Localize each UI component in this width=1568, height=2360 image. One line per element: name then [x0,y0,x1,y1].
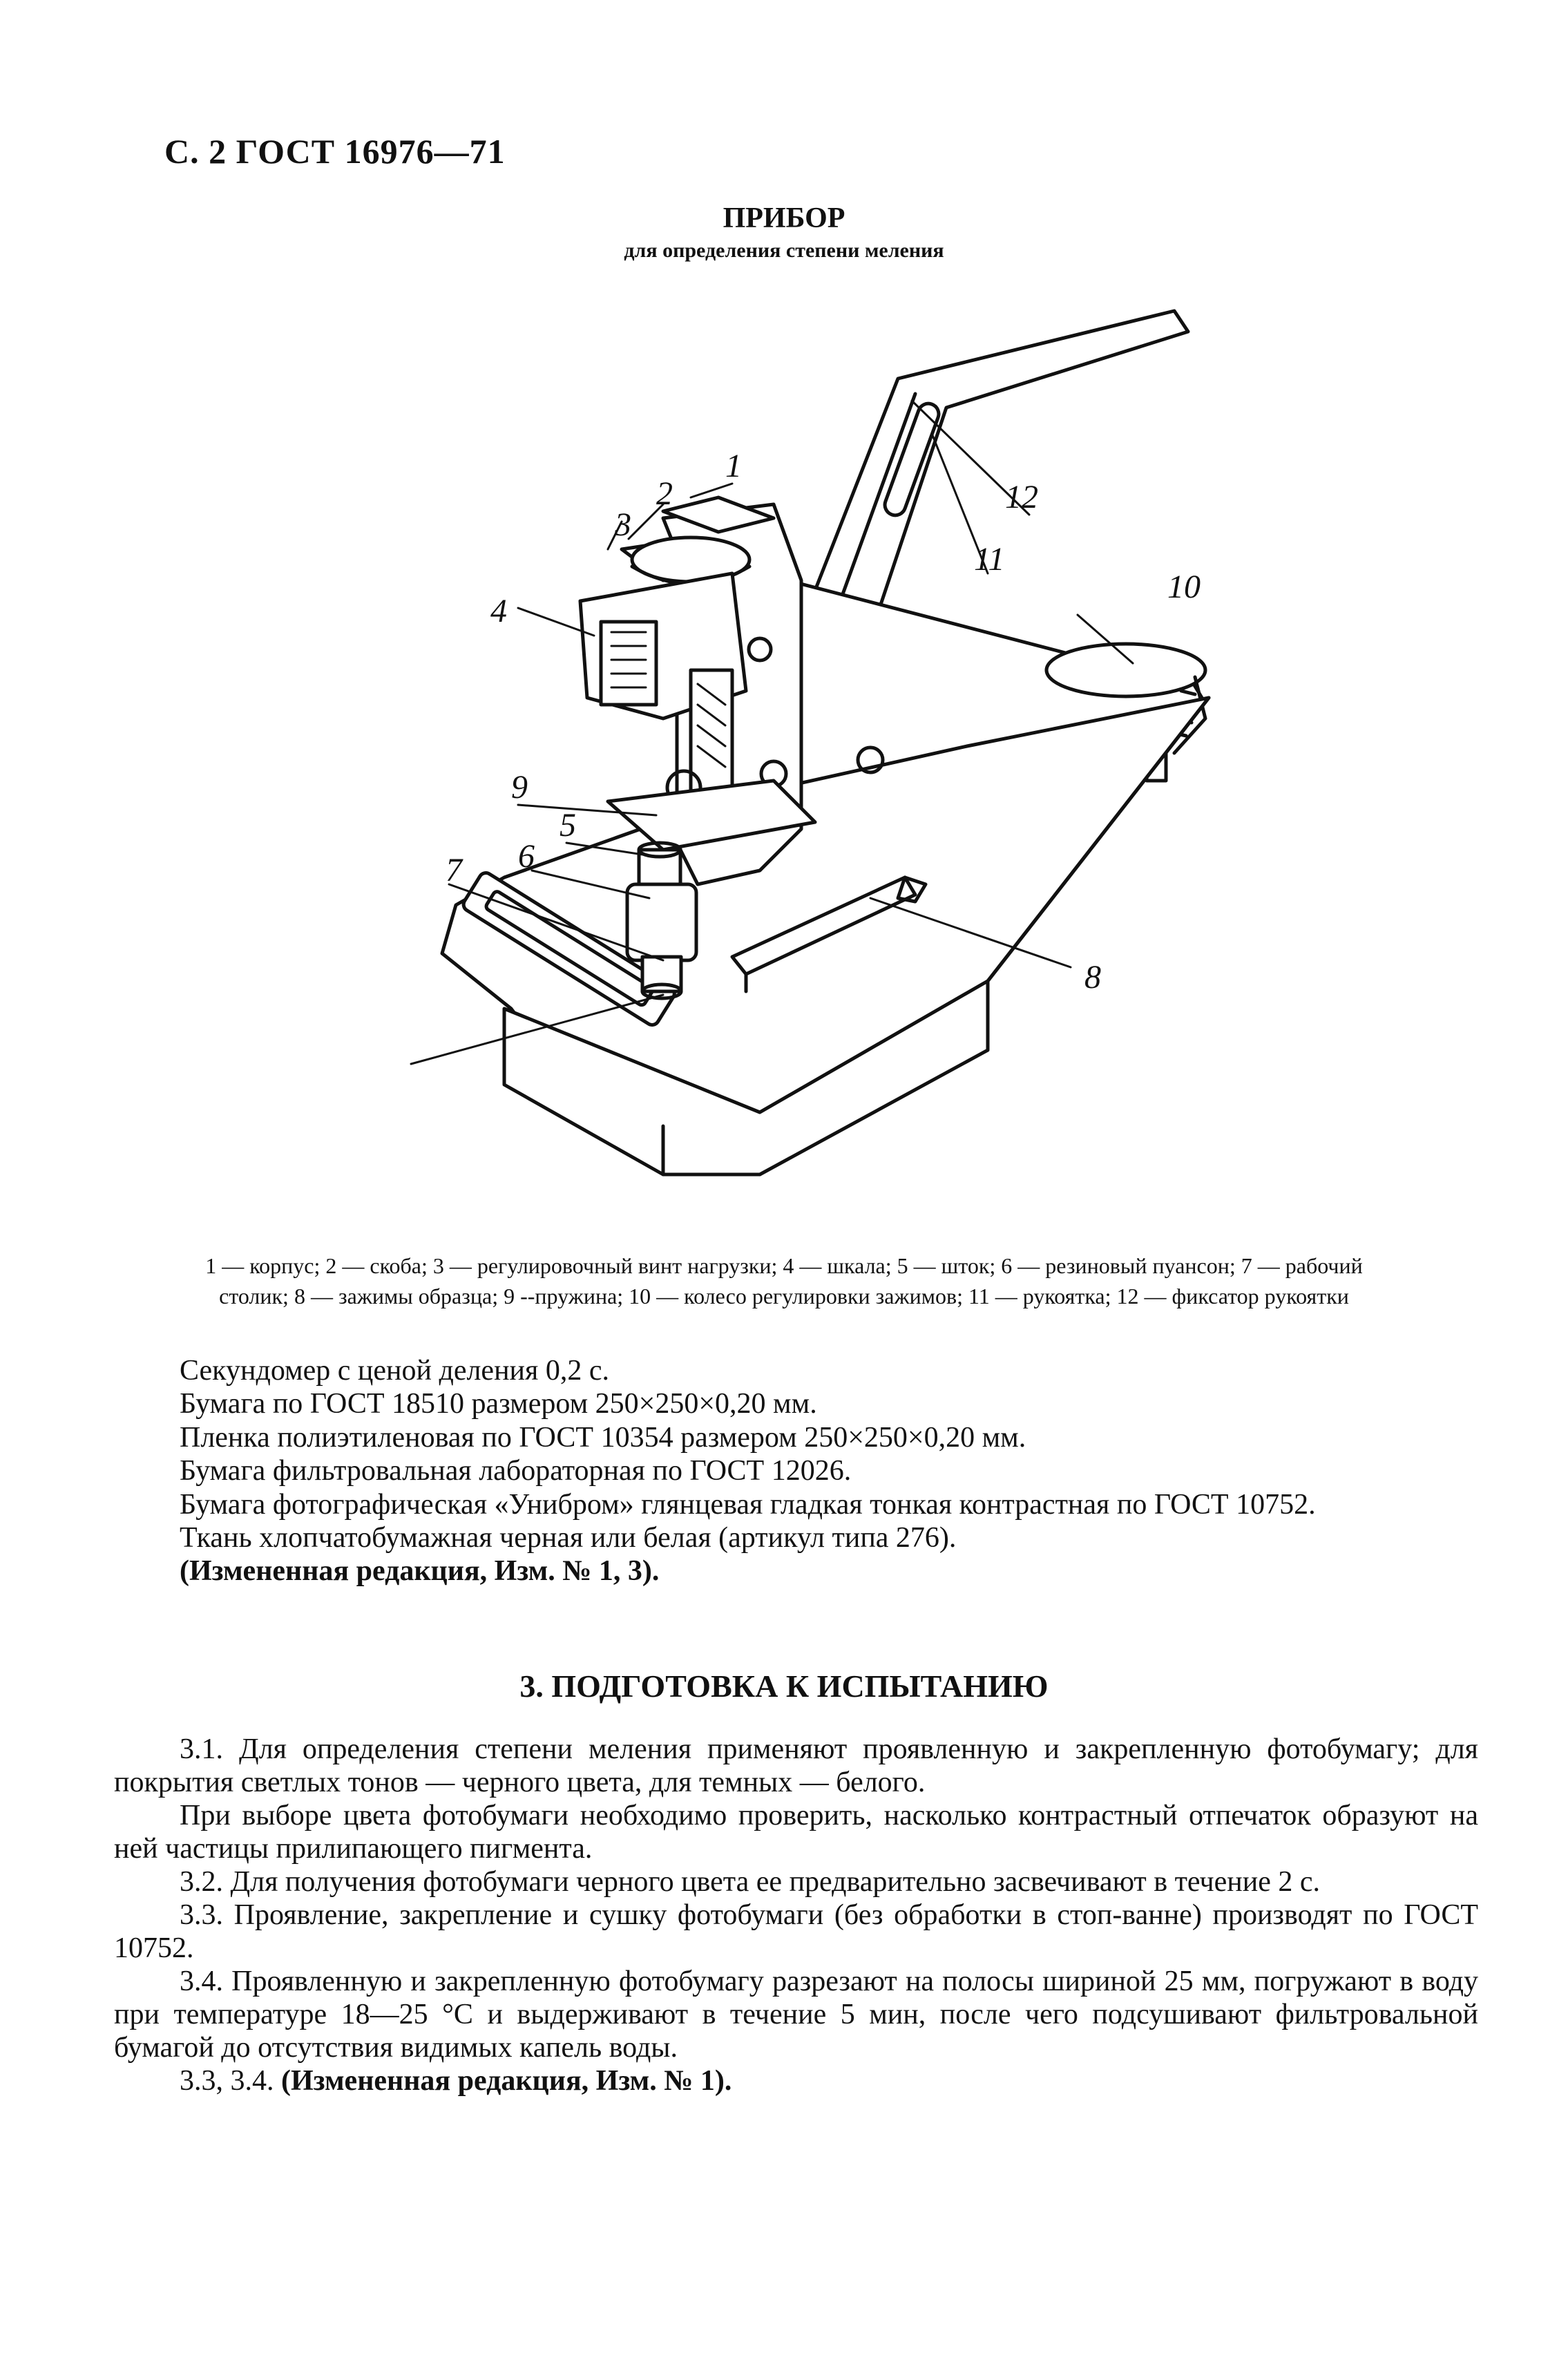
caption-line: 1 — корпус; 2 — скоба; 3 — регулировочный винт нагрузки; 4 — шкала; 5 — шток; 6 — резиновый пуансон; 7 — рабочий [205,1253,1363,1278]
section-title: 3. ПОДГОТОВКА К ИСПЫТАНИЮ [519,1668,1049,1704]
figure-title: ПРИБОР [723,202,845,234]
final-note: (Измененная редакция, Изм. № 1). [281,2065,732,2097]
final-note-prefix: 3.3, 3.4. [180,2065,274,2097]
page-header: С. 2 ГОСТ 16976—71 [164,132,506,171]
device-drawing [276,276,1257,1223]
callout-12: 12 [1005,479,1038,515]
materials-list [114,1354,1544,1588]
callout-4: 4 [490,593,507,629]
callout-7: 7 [446,852,462,888]
material-item: Секундомер с ценой деления 0,2 с. [180,1355,609,1387]
paragraph-3-2: 3.2. Для получения фотобумаги черного цвета ее предварительно засвечивают в течение 2 с. [180,1866,1321,1898]
handle-drawing [808,311,1188,636]
paragraph-3-3: 3.3. Проявление, закрепление и сушку фотобумаги (без обработки в стоп-ванне) производят по ГОСТ 10752. [114,1899,1478,1964]
callout-3: 3 [615,506,631,543]
callout-8: 8 [1084,959,1101,996]
paragraph-3-1: 3.1. Для определения степени меления применяют проявленную и закрепленную фотобумагу; для покрытия светлых тонов — черного цвета, для темных — белого. [114,1733,1478,1798]
caption-line: столик; 8 — зажимы образца; 9 --пружина; 10 — колесо регулировки зажимов; 11 — рукоятка; 12 — фиксатор рукоятки [219,1284,1349,1309]
material-item: Пленка полиэтиленовая по ГОСТ 10354 размером 250×250×0,20 мм. [180,1421,1026,1454]
revision-note: (Измененная редакция, Изм. № 1, 3). [180,1555,660,1588]
material-item: Ткань хлопчатобумажная черная или белая (артикул типа 276). [180,1521,957,1554]
callout-1: 1 [725,448,742,484]
material-item: Бумага фильтровальная лабораторная по ГОСТ 12026. [180,1455,852,1487]
paragraph-3-1-note: При выборе цвета фотобумаги необходимо проверить, насколько контрастный отпечаток образуют на ней частицы прилипающего пигмента. [114,1800,1478,1865]
callout-6: 6 [518,838,535,875]
final-revision-note [114,2064,1478,2097]
paragraph-3-4: 3.4. Проявленную и закрепленную фотобумагу разрезают на полосы шириной 25 мм, погружают в воду при температуре 18—25 °С и выдерживают в течение 5 мин, после чего подсушивают фильтровальной бумагой до отсутствия видимых капель воды. [114,1966,1478,2064]
callout-10: 10 [1167,569,1201,605]
callout-5: 5 [560,807,576,844]
section-body [114,1733,1478,2097]
callout-9: 9 [511,769,528,806]
figure-caption [124,1250,1444,1311]
callout-2: 2 [656,475,673,512]
callout-11: 11 [974,541,1005,578]
material-item: Бумага по ГОСТ 18510 размером 250×250×0,20 мм. [180,1388,817,1420]
figure-subtitle: для определения степени меления [624,239,944,262]
material-item: Бумага фотографическая «Унибром» глянцевая гладкая тонкая контрастная по ГОСТ 10752. [180,1488,1316,1521]
